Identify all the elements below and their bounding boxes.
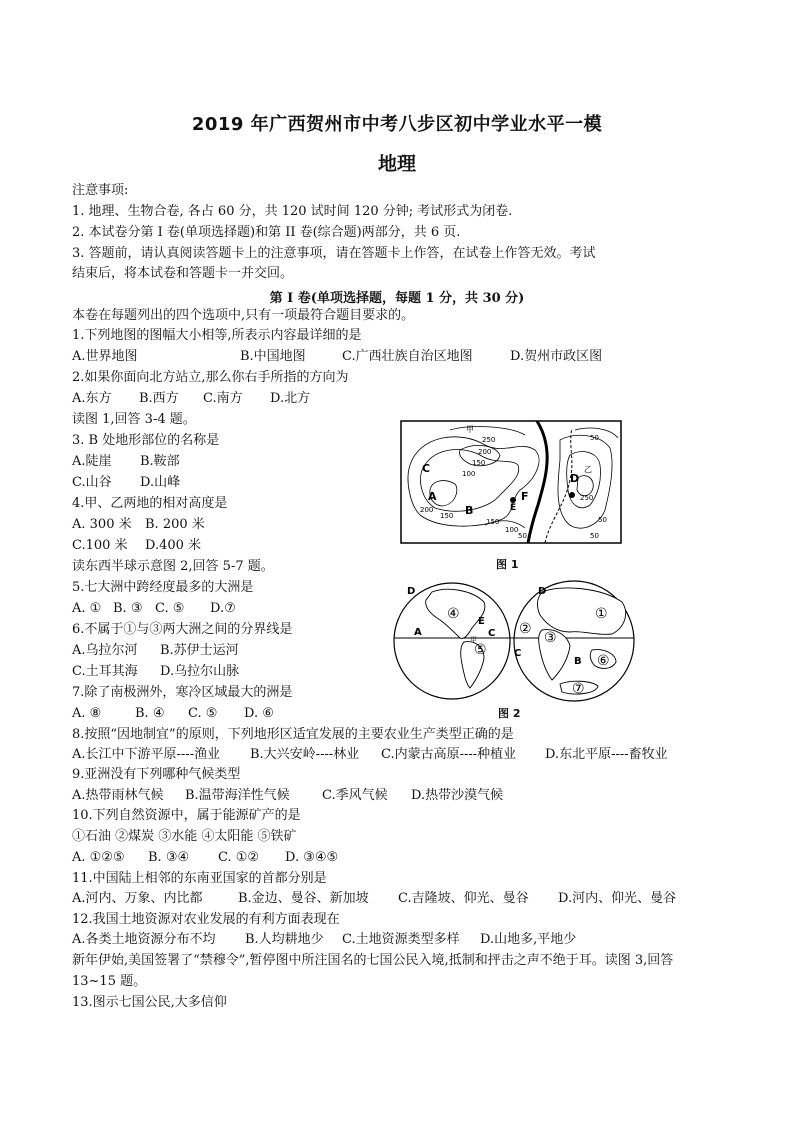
notice-2: 2. 本试卷分第 I 卷(单项选择题)和第 II 卷(综合题)两部分，共 6 页. (72, 225, 461, 240)
fig1-label-jia: 甲 (466, 425, 474, 434)
fig1-contour-label: 50 (590, 532, 599, 540)
q7-option-d: D. ⑥ (244, 706, 274, 721)
q6-option-c: C.土耳其海 (72, 664, 138, 679)
q12-option-c: C.土地资源类型多样 (342, 932, 460, 947)
q8-option-a: A.长江中下游平原----渔业 (72, 747, 221, 762)
q5-option-d: D.⑦ (210, 601, 236, 616)
notice-title: 注意事项: (72, 183, 129, 198)
fig2-continent-1: ① (595, 606, 608, 622)
q4-option-b: B. 200 米 (145, 517, 205, 532)
fig1-contour-label: 100 (462, 470, 476, 478)
q10-option-b: B. ③④ (148, 850, 190, 865)
q7-option-c: C. ⑤ (188, 706, 218, 721)
q11-option-d: D.河内、仰光、曼谷 (558, 891, 677, 906)
fig1-contour-label: 50 (590, 434, 599, 442)
fig2-label-c-west: C (488, 628, 496, 639)
q3-option-a: A.陡崖 (72, 454, 112, 469)
q8-stem: 8.按照“因地制宜”的原则，下列地形区适宜发展的主要农业生产类型正确的是 (72, 727, 514, 742)
fig2-continent-4: ④ (447, 606, 460, 622)
read-figure-3: 新年伊始,美国签署了“禁穆令”,暂停图中所注国名的七国公民入境,抵制和抨击之声不绝于耳。读图 3,回答 (72, 953, 674, 968)
q1-option-a: A.世界地图 (72, 349, 138, 364)
q12-option-a: A.各类土地资源分布不均 (72, 932, 216, 947)
q6-stem: 6.不属于①与③两大洲之间的分界线是 (72, 622, 293, 637)
fig2-label-e: E (478, 616, 485, 627)
fig1-contour-label: 250 (580, 494, 594, 502)
q2-option-a: A.东方 (72, 391, 112, 406)
q7-option-a: A. ⑧ (72, 706, 102, 721)
notice-4: 结束后，将本试卷和答题卡一并交回。 (72, 266, 294, 281)
q3-option-d: D.山峰 (140, 475, 181, 490)
exam-subject: 地理 (377, 153, 416, 175)
fig2-continent-5: ⑤ (474, 642, 487, 658)
exam-title: 2019 年广西贺州市中考八步区初中学业水平一模 (191, 114, 603, 135)
fig2-label-jia: 甲 (470, 636, 477, 644)
q8-option-d: D.东北平原----畜牧业 (545, 747, 668, 762)
section-title: 第 I 卷(单项选择题，每题 1 分，共 30 分) (269, 291, 525, 306)
read-figure-2: 读东西半球示意图 2,回答 5-7 题。 (72, 559, 274, 574)
q4-option-a: A. 300 米 (72, 517, 132, 532)
q2-option-d: D.北方 (270, 391, 311, 406)
q2-stem: 2.如果你面向北方站立,那么你右手所指的方向为 (72, 370, 349, 385)
read-figure-3-cont: 13~15 题。 (72, 974, 147, 989)
q12-stem: 12.我国土地资源对农业发展的有利方面表现在 (72, 912, 340, 927)
q12-option-b: B.人均耕地少 (245, 932, 324, 947)
q4-option-d: D.400 米 (145, 538, 202, 553)
fig1-contour-label: 50 (598, 516, 607, 524)
notice-1: 1. 地理、生物合卷, 各占 60 分，共 120 试时间 120 分钟; 考试形式为闭卷. (72, 204, 513, 219)
q9-option-b: B.温带海洋性气候 (185, 788, 290, 803)
q1-option-b: B.中国地图 (240, 349, 306, 364)
fig1-label-f: F (521, 490, 529, 503)
q11-option-b: B.金边、曼谷、新加坡 (238, 891, 369, 906)
fig2-continent-3: ③ (544, 630, 557, 646)
figure-2-caption: 图 2 (498, 707, 521, 720)
fig1-contour-label: 200 (478, 448, 492, 456)
q10-option-a: A. ①②⑤ (72, 850, 125, 865)
q9-option-c: C.季风气候 (322, 788, 388, 803)
fig2-continent-7: ⑦ (572, 681, 585, 697)
q2-option-b: B.西方 (139, 391, 179, 406)
q5-stem: 5.七大洲中跨经度最多的大洲是 (72, 580, 254, 595)
q3-stem: 3. B 处地形部位的名称是 (72, 433, 220, 448)
q10-option-d: D. ③④⑤ (285, 850, 339, 865)
fig2-label-a: A (414, 627, 422, 638)
q3-option-c: C.山谷 (72, 475, 112, 490)
q6-option-a: A.乌拉尔河 (72, 643, 138, 658)
q10-items: ①石油 ②煤炭 ③水能 ④太阳能 ⑤铁矿 (72, 829, 297, 844)
fig1-label-e: E (510, 503, 517, 513)
q4-stem: 4.甲、乙两地的相对高度是 (72, 496, 228, 511)
fig1-contour-label: 150 (472, 459, 486, 467)
figure-1-contour-map (400, 420, 622, 544)
q9-stem: 9.亚洲没有下列哪种气候类型 (72, 767, 241, 782)
q7-option-b: B. ④ (135, 706, 165, 721)
fig1-label-b: B (465, 504, 474, 517)
fig1-label-a: A (428, 490, 437, 503)
q2-option-c: C.南方 (203, 391, 243, 406)
q5-option-a: A. ① (72, 601, 102, 616)
read-figure-1: 读图 1,回答 3-4 题。 (72, 412, 196, 427)
fig1-contour-label: 50 (518, 532, 527, 540)
fig2-continent-6: ⑥ (597, 653, 610, 669)
fig1-contour-label: 150 (486, 518, 500, 526)
fig1-contour-label: 250 (482, 436, 496, 444)
q9-option-a: A.热带雨林气候 (72, 788, 164, 803)
q10-option-c: C. ①② (218, 850, 260, 865)
fig1-contour-label: 100 (505, 526, 519, 534)
q9-option-d: D.热带沙漠气候 (411, 788, 504, 803)
q7-stem: 7.除了南极洲外，寒冷区域最大的洲是 (72, 685, 293, 700)
q6-option-d: D.乌拉尔山脉 (160, 664, 240, 679)
q8-option-b: B.大兴安岭----林业 (250, 747, 360, 762)
notice-3: 3. 答题前，请认真阅读答题卡上的注意事项，请在答题卡上作答，在试卷上作答无效。考试 (72, 246, 596, 261)
q1-option-d: D.贺州市政区图 (510, 349, 603, 364)
q4-option-c: C.100 米 (72, 538, 128, 553)
q10-stem: 10.下列自然资源中，属于能源矿产的是 (72, 808, 301, 823)
q5-option-c: C. ⑤ (155, 601, 185, 616)
section-intro: 本卷在每题列出的四个选项中,只有一项最符合题目要求的。 (72, 308, 415, 323)
q11-option-a: A.河内、万象、内比都 (72, 891, 203, 906)
figure-1-caption: 图 1 (496, 558, 519, 571)
q8-option-c: C.内蒙古高原----种植业 (381, 747, 517, 762)
fig1-contour-label: 200 (420, 506, 434, 514)
q5-option-b: B. ③ (113, 601, 143, 616)
figure-2-hemispheres (392, 580, 642, 702)
fig2-continent-2: ② (519, 621, 532, 637)
q12-option-d: D.山地多,平地少 (480, 932, 577, 947)
q6-option-b: B.苏伊士运河 (160, 643, 239, 658)
fig2-label-d-east: D (538, 586, 547, 597)
fig2-label-d-west: D (407, 586, 416, 597)
fig2-label-b: B (574, 656, 582, 667)
q1-option-c: C.广西壮族自治区地图 (342, 349, 473, 364)
fig1-contour-label: 150 (440, 512, 454, 520)
q11-option-c: C.吉隆坡、仰光、曼谷 (398, 891, 529, 906)
q11-stem: 11.中国陆上相邻的东南亚国家的首都分别是 (72, 871, 327, 886)
fig1-label-c: C (422, 462, 431, 475)
fig2-label-c-east: C (514, 648, 522, 659)
fig1-label-d: D (570, 472, 580, 485)
q1-stem: 1.下列地图的图幅大小相等,所表示内容最详细的是 (72, 328, 362, 343)
fig1-label-yi: 乙 (584, 465, 592, 474)
q3-option-b: B.鞍部 (140, 454, 180, 469)
q13-stem: 13.图示七国公民,大多信仰 (72, 995, 227, 1010)
